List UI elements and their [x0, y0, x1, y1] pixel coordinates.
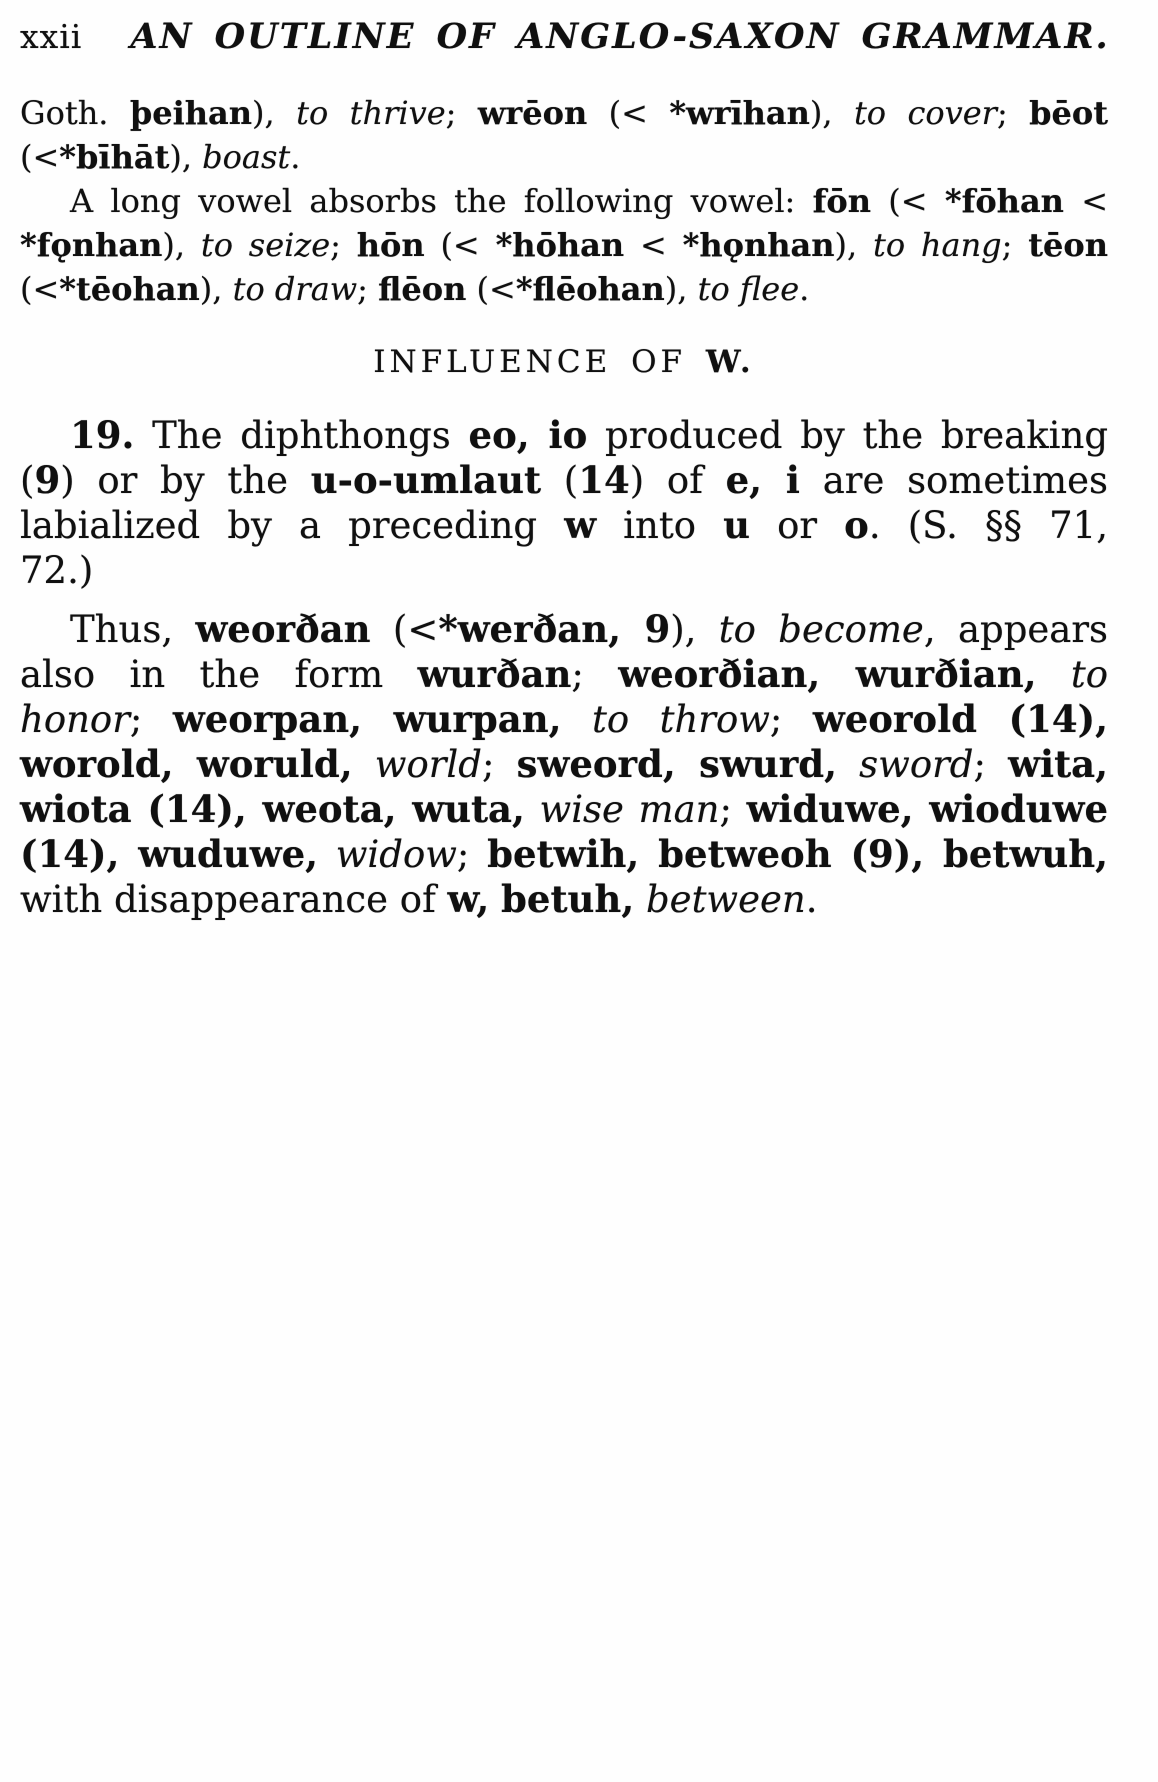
- text-run: to draw: [232, 270, 358, 308]
- text-line: [20, 135, 1108, 179]
- text-run: ;: [571, 653, 619, 696]
- text-run: 14: [578, 458, 630, 502]
- text-run: honor: [20, 698, 130, 741]
- text-run: (: [541, 459, 579, 502]
- text-run: 9: [34, 458, 61, 502]
- text-run: A long vowel absorbs the following vowel:: [70, 182, 813, 220]
- text-run: [1036, 653, 1070, 696]
- text-run: ),: [834, 226, 873, 264]
- text-run: betuh,: [501, 877, 635, 921]
- paragraph: [20, 413, 1108, 593]
- text-run: to: [1070, 653, 1108, 696]
- text-line: [20, 503, 1108, 548]
- text-run: ),: [664, 270, 698, 308]
- text-run: also in the form: [20, 653, 418, 696]
- text-run: ;: [129, 698, 173, 741]
- text-run: boast: [202, 138, 291, 176]
- text-line: [20, 742, 1108, 787]
- text-run: [562, 698, 592, 741]
- text-run: *hǫnhan: [682, 226, 835, 264]
- text-line: [20, 413, 1108, 458]
- text-run: 72.): [20, 549, 94, 592]
- text-run: [634, 878, 646, 921]
- text-run: sweord, swurd,: [516, 742, 837, 786]
- text-run: ) of: [629, 459, 726, 502]
- text-run: to hang: [872, 226, 1002, 264]
- text-line: [20, 223, 1108, 267]
- text-run: *wrīhan: [669, 94, 810, 132]
- section-heading-text: INFLUENCE OF: [373, 344, 706, 380]
- text-run: into: [596, 504, 724, 547]
- text-run: u-o-umlaut: [310, 458, 542, 502]
- text-run: *werðan, 9: [438, 607, 671, 651]
- text-run: o: [844, 503, 869, 547]
- text-run: ;: [357, 270, 379, 308]
- text-run: wrēon: [477, 94, 588, 132]
- text-run: wiota (14), weota, wuta,: [20, 787, 525, 831]
- text-run: (<: [870, 182, 945, 220]
- text-run: are sometimes: [799, 459, 1108, 502]
- text-run: [318, 833, 336, 876]
- text-run: wise man: [539, 788, 720, 831]
- text-run: tēon: [1028, 226, 1109, 264]
- text-run: ;: [456, 833, 488, 876]
- text-run: sword: [859, 743, 974, 786]
- text-run: The diphthongs: [134, 414, 469, 457]
- text-run: ;: [719, 788, 747, 831]
- text-run: ;: [481, 743, 517, 786]
- text-run: (<: [20, 138, 60, 176]
- text-run: betwih, betweoh (9), betwuh,: [487, 832, 1108, 876]
- text-run: .: [799, 270, 810, 308]
- text-line: [20, 607, 1108, 652]
- text-run: eo, io: [468, 413, 588, 457]
- text-run: labialized by a preceding: [20, 504, 565, 547]
- text-line: [20, 458, 1108, 503]
- text-run: (<: [424, 226, 496, 264]
- text-run: world: [374, 743, 482, 786]
- text-run: weorðian, wurðian,: [618, 652, 1037, 696]
- text-run: *fōhan: [944, 182, 1064, 220]
- text-run: worold, woruld,: [20, 742, 353, 786]
- text-run: u: [723, 503, 750, 547]
- text-run: produced by the breaking: [587, 414, 1109, 457]
- text-run: e, i: [725, 458, 800, 502]
- text-run: ),: [252, 94, 297, 132]
- text-run: fōn: [812, 182, 871, 220]
- section-heading: [20, 342, 1108, 382]
- text-run: widuwe, wioduwe: [746, 787, 1108, 831]
- text-run: *bīhāt: [59, 138, 170, 176]
- section-heading-bold-text: W.: [705, 344, 755, 380]
- text-run: to become: [718, 608, 924, 651]
- text-run: *fǫnhan: [20, 226, 163, 264]
- text-run: w,: [447, 877, 490, 921]
- text-run: <: [624, 226, 683, 264]
- text-run: (<: [370, 608, 439, 651]
- text-line: [20, 652, 1108, 697]
- text-run: weorðan: [195, 607, 371, 651]
- text-run: [525, 788, 540, 831]
- text-line: [20, 548, 1108, 593]
- text-run: ;: [973, 743, 1009, 786]
- text-run: 19.: [70, 413, 135, 457]
- text-run: ),: [169, 138, 203, 176]
- text-run: between: [645, 878, 806, 921]
- text-run: w: [564, 503, 597, 547]
- text-run: wurðan: [417, 652, 572, 696]
- text-line: [20, 179, 1108, 223]
- text-run: ),: [162, 226, 201, 264]
- text-run: *tēohan: [59, 270, 200, 308]
- text-run: to flee: [697, 270, 800, 308]
- text-run: ;: [330, 226, 357, 264]
- text-run: þeihan: [129, 94, 253, 132]
- text-line: [20, 267, 1108, 311]
- text-run: ;: [769, 698, 813, 741]
- text-run: [353, 743, 375, 786]
- paragraph: [20, 91, 1108, 179]
- text-run: Goth.: [20, 94, 130, 132]
- text-run: . (S. §§ 71,: [868, 504, 1108, 547]
- text-line: [20, 91, 1108, 135]
- text-line: [20, 832, 1108, 877]
- text-run: with disappearance of: [20, 878, 448, 921]
- text-run: ),: [670, 608, 719, 651]
- paragraph: [20, 179, 1108, 311]
- text-run: wita,: [1008, 742, 1109, 786]
- text-run: <: [1063, 182, 1109, 220]
- text-blocks-top: [20, 91, 1108, 311]
- text-run: weorold (14),: [812, 697, 1108, 741]
- text-line: [20, 787, 1108, 832]
- page-header: [20, 16, 1108, 57]
- text-run: Thus,: [70, 608, 196, 651]
- text-run: , appears: [923, 608, 1109, 651]
- text-run: to thrive: [296, 94, 446, 132]
- text-run: .: [290, 138, 301, 176]
- text-run: *flēohan: [515, 270, 665, 308]
- text-run: ) or by the: [60, 459, 311, 502]
- text-run: bēot: [1029, 94, 1109, 132]
- text-run: [837, 743, 859, 786]
- page-number: xxii: [20, 17, 83, 56]
- text-blocks-bottom: [20, 413, 1108, 922]
- text-run: (14), wuduwe,: [20, 832, 319, 876]
- text-run: ;: [1001, 226, 1029, 264]
- text-run: to throw: [591, 698, 770, 741]
- text-run: ;: [445, 94, 478, 132]
- text-run: ;: [996, 94, 1030, 132]
- text-run: ),: [199, 270, 233, 308]
- text-run: or: [749, 504, 845, 547]
- text-run: widow: [335, 833, 457, 876]
- text-line: [20, 877, 1108, 922]
- text-run: [489, 878, 501, 921]
- text-run: (: [20, 459, 35, 502]
- text-run: to cover: [853, 94, 997, 132]
- text-run: (<: [466, 270, 516, 308]
- text-run: flēon: [378, 270, 467, 308]
- text-run: ),: [809, 94, 854, 132]
- text-run: weorpan, wurpan,: [172, 697, 562, 741]
- running-title: AN OUTLINE OF ANGLO-SAXON GRAMMAR.: [130, 16, 1110, 57]
- text-run: to seize: [200, 226, 331, 264]
- text-run: *hōhan: [495, 226, 625, 264]
- text-line: [20, 697, 1108, 742]
- text-run: (<: [20, 270, 60, 308]
- text-run: (<: [587, 94, 670, 132]
- text-run: hōn: [356, 226, 425, 264]
- paragraph: [20, 607, 1108, 922]
- text-run: .: [805, 878, 818, 921]
